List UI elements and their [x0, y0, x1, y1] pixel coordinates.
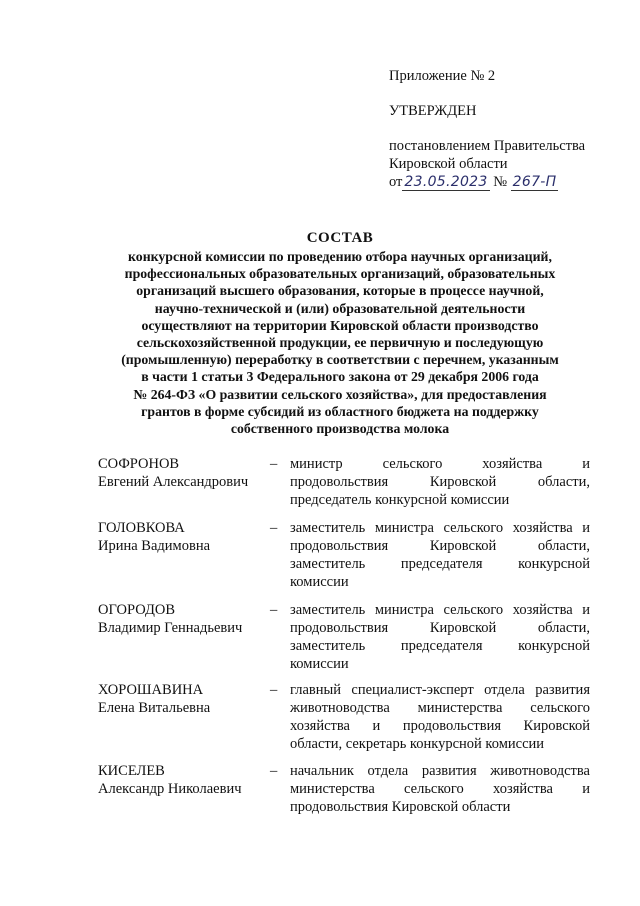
role-line: председатель конкурсной комиссии	[290, 492, 510, 508]
role-line: продовольствия Кировской области	[290, 799, 511, 815]
decree-block	[389, 137, 619, 191]
member-name	[98, 455, 268, 491]
member-last-name: КИСЕЛЕВ	[98, 763, 165, 779]
member-first-names: Евгений Александрович	[98, 474, 249, 490]
subtitle-line: конкурсной комиссии по проведению отбора научных организаций,	[128, 249, 552, 264]
member-role	[290, 601, 590, 673]
document-title: СОСТАВ	[306, 230, 374, 246]
subtitle-line: в части 1 статьи 3 Федерального закона от 29 декабря 2006 года	[141, 369, 539, 385]
subtitle-line: № 264-ФЗ «О развитии сельского хозяйства», для предоставления	[133, 386, 547, 402]
role-line: заместитель министра сельского хозяйства и	[290, 520, 590, 536]
member-role	[290, 681, 590, 753]
member-first-names: Александр Николаевич	[98, 781, 242, 797]
role-line: начальник отдела развития животноводства	[290, 763, 590, 779]
member-last-name: ОГОРОДОВ	[98, 602, 175, 618]
member-name	[98, 519, 268, 555]
decree-line-1: постановлением Правительства	[389, 138, 586, 154]
member-dash: –	[270, 456, 278, 472]
role-line: заместитель председателя конкурсной	[290, 556, 590, 572]
number-prefix: №	[493, 174, 508, 190]
role-line: главный специалист-эксперт отдела развития	[290, 682, 590, 698]
member-first-names: Ирина Вадимовна	[98, 538, 211, 554]
role-line: хозяйства и продовольствия Кировской	[290, 718, 590, 734]
member-dash: –	[270, 520, 278, 536]
role-line: продовольствия Кировской области,	[290, 474, 590, 490]
approved-label: УТВЕРЖДЕН	[389, 103, 477, 119]
subtitle-line: осуществляют на территории Кировской области производство	[141, 317, 539, 333]
subtitle-line: сельскохозяйственной продукции, ее первичную и последующую	[136, 335, 544, 351]
subtitle-line: профессиональных образовательных организаций, образовательных	[124, 266, 556, 282]
role-line: комиссии	[290, 574, 349, 590]
role-line: заместитель председателя конкурсной	[290, 638, 590, 654]
appendix-label: Приложение № 2	[389, 68, 496, 84]
date-prefix: от	[389, 174, 403, 190]
subtitle-line: (промышленную) переработку в соответствии с перечнем, указанным	[121, 352, 559, 368]
member-role	[290, 762, 590, 816]
member-name	[98, 601, 268, 637]
member-last-name: СОФРОНОВ	[98, 456, 180, 472]
role-line: министр сельского хозяйства и	[290, 456, 590, 472]
role-line: заместитель министра сельского хозяйства и	[290, 602, 590, 618]
member-name	[98, 762, 268, 798]
member-dash: –	[270, 602, 278, 618]
member-role	[290, 455, 590, 509]
member-last-name: ГОЛОВКОВА	[98, 520, 185, 536]
role-line: министерства сельского хозяйства и	[290, 781, 590, 797]
member-dash: –	[270, 682, 278, 698]
role-line: области, секретарь конкурсной комиссии	[290, 736, 545, 752]
role-line: комиссии	[290, 656, 349, 672]
document-subtitle	[100, 248, 580, 437]
role-line: продовольствия Кировской области,	[290, 620, 590, 636]
subtitle-line: организаций высшего образования, которые в процессе научной,	[136, 283, 544, 299]
handwritten-date: 23.05.2023	[404, 174, 488, 190]
handwritten-number: 267-П	[512, 174, 557, 190]
member-name	[98, 681, 268, 717]
member-first-names: Елена Витальевна	[98, 700, 211, 716]
decree-date-line	[389, 173, 619, 191]
role-line: продовольствия Кировской области,	[290, 538, 590, 554]
subtitle-line: научно-технической и (или) образовательной деятельности	[154, 300, 526, 316]
member-dash: –	[270, 763, 278, 779]
subtitle-line: собственного производства молока	[230, 421, 450, 437]
member-first-names: Владимир Геннадьевич	[98, 620, 243, 636]
decree-line-2: Кировской области	[389, 156, 508, 172]
subtitle-line: грантов в форме субсидий из областного бюджета на поддержку	[141, 403, 539, 419]
member-role	[290, 519, 590, 591]
role-line: животноводства министерства сельского	[290, 700, 590, 716]
member-last-name: ХОРОШАВИНА	[98, 682, 204, 698]
